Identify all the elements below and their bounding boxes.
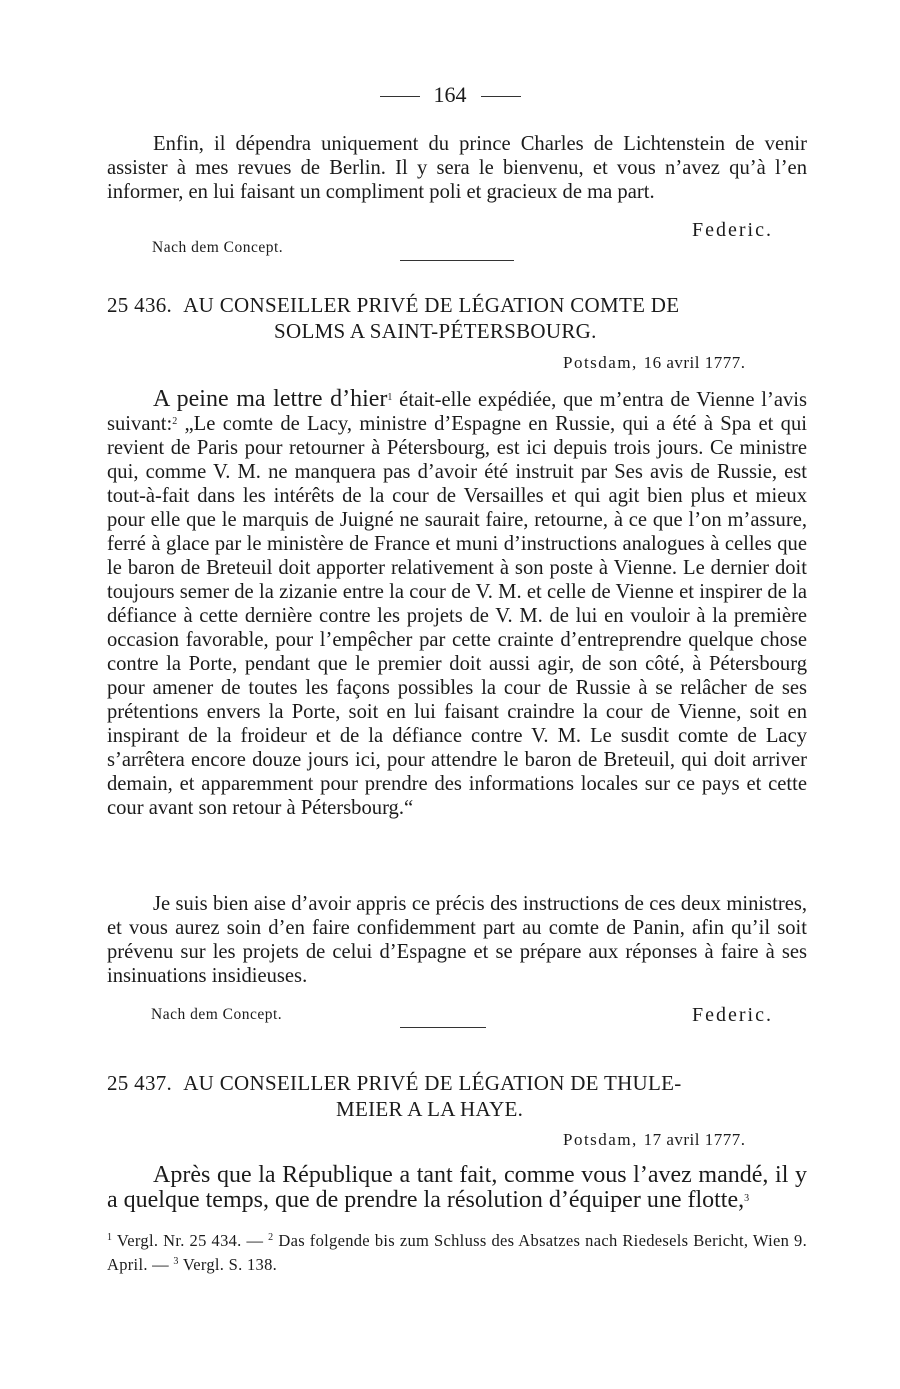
letter-number: 25 437. [107, 1071, 173, 1095]
footnote-mark-3: 3 [173, 1256, 179, 1267]
letter-title-line1: AU CONSEILLER PRIVÉ DE LÉGATION COMTE DE [183, 293, 680, 317]
dateline-1 [563, 353, 745, 373]
source-note-1: Nach dem Concept. [152, 239, 284, 256]
letter-body-paragraph-1 [107, 387, 807, 820]
dateline-date: 17 avril 1777. [643, 1130, 746, 1149]
letter-heading-25437 [107, 1070, 807, 1122]
text-run: était-elle expédiée, que m’entra de Vienne l’avis suivant: [107, 389, 807, 435]
page-number: 164 [433, 82, 467, 107]
signature-1: Federic. [692, 219, 773, 241]
footnote-3: Vergl. S. 138. [178, 1255, 278, 1274]
footnote-ref-2: 2 [172, 416, 178, 427]
dateline-2 [563, 1130, 745, 1150]
dateline-date: 16 avril 1777. [643, 353, 746, 372]
dateline-place: Potsdam, [563, 353, 638, 372]
dateline-place: Potsdam, [563, 1130, 638, 1149]
letter-number: 25 436. [107, 293, 173, 317]
footnotes [107, 1229, 807, 1277]
section-separator-1 [400, 260, 514, 261]
source-note-2: Nach dem Concept. [151, 1006, 283, 1023]
footnote-mark-1: 1 [107, 1232, 113, 1243]
footnote-1: Vergl. Nr. 25 434. — [112, 1231, 269, 1250]
continuation-paragraph: Enfin, il dépendra uniquement du prince Charles de Lichtenstein de venir assister à mes revues de Berlin. Il y sera le bienvenu, et vous n’avez qu’à l’en informer, en lui faisant un compliment poli et gracieux de ma part. [107, 133, 807, 203]
text-run: Après que la République a tant fait, comme vous l’avez mandé, il y a quelque temps, que de prendre la résolution d’équiper une flotte, [107, 1162, 807, 1213]
letter-title-line2: MEIER A LA HAYE. [336, 1097, 524, 1121]
section-separator-2 [400, 1027, 486, 1028]
footnote-2: Das folgende bis zum Schluss des Absatzes nach Riedesels Bericht, Wien 9. April. — [107, 1231, 807, 1274]
letter-title-line1: AU CONSEILLER PRIVÉ DE LÉGATION DE THULE- [183, 1071, 682, 1095]
letter-body-paragraph-2: Je suis bien aise d’avoir appris ce précis des instructions de ces deux ministres, et vous aurez soin d’en faire confidemment part au comte de Panin, afin qu’il soit prévenu sur les projets de celui d’Espagne et se prépare aux réponses à faire à ses insinuations insidieuses. [107, 893, 807, 987]
text-run: A peine ma lettre d’hier [153, 386, 388, 412]
footnote-mark-2: 2 [268, 1232, 274, 1243]
letter-title-line2: SOLMS A SAINT-PÉTERSBOURG. [274, 319, 597, 343]
letter-body-paragraph-3 [107, 1163, 807, 1213]
footnote-ref-1: 1 [387, 392, 393, 403]
letter-heading-25436 [107, 292, 807, 344]
footnote-ref-3: 3 [744, 1193, 750, 1204]
header-rule-right [481, 96, 521, 97]
page-header [0, 82, 900, 108]
header-rule-left [380, 96, 420, 97]
signature-2: Federic. [692, 1004, 773, 1026]
text-run: „Le comte de Lacy, ministre d’Espagne en Russie, qui a été à Spa et qui revient de Paris pour retourner à Pétersbourg, est ici depuis trois jours. Ce ministre qui, comme V. M. ne manquera pas d’avoir été instruit par Ses avis de Russie, est tout-à-fait dans les intérêts de la cour de Versailles et qui agit bien plus et mieux pour elle que le marquis de Juigné ne saurait faire, retourne, à ce que l’on m’assure, ferré à glace par le ministère de France et muni d’instructions analogues à celles que le baron de Breteuil doit apporter relativement à son poste à Vienne. Le dernier doit toujours semer de la zizanie entre la cour de V. M. et celle de Vienne et inspirer de la défiance à cette dernière contre les projets de V. M. de lui en vouloir à la première occasion favorable, pour l’empêcher par cette crainte d’entreprendre quelque chose contre la Porte, pendant que le premier doit aussi agir, de son côté, à Pétersbourg pour amener de toutes les façons possibles la cour de Russie à se relâcher de ses prétentions envers la Porte, soit en lui faisant craindre la cour de Vienne, soit en inspirant de la froideur et de la défiance contre V. M. Le susdit comte de Lacy s’arrêtera encore douze jours ici, pour attendre le baron de Breteuil, qui doit arriver demain, et apparemment pour prendre des informations locales sur ce pays et cette cour avant son retour à Pétersbourg.“ [107, 413, 807, 819]
